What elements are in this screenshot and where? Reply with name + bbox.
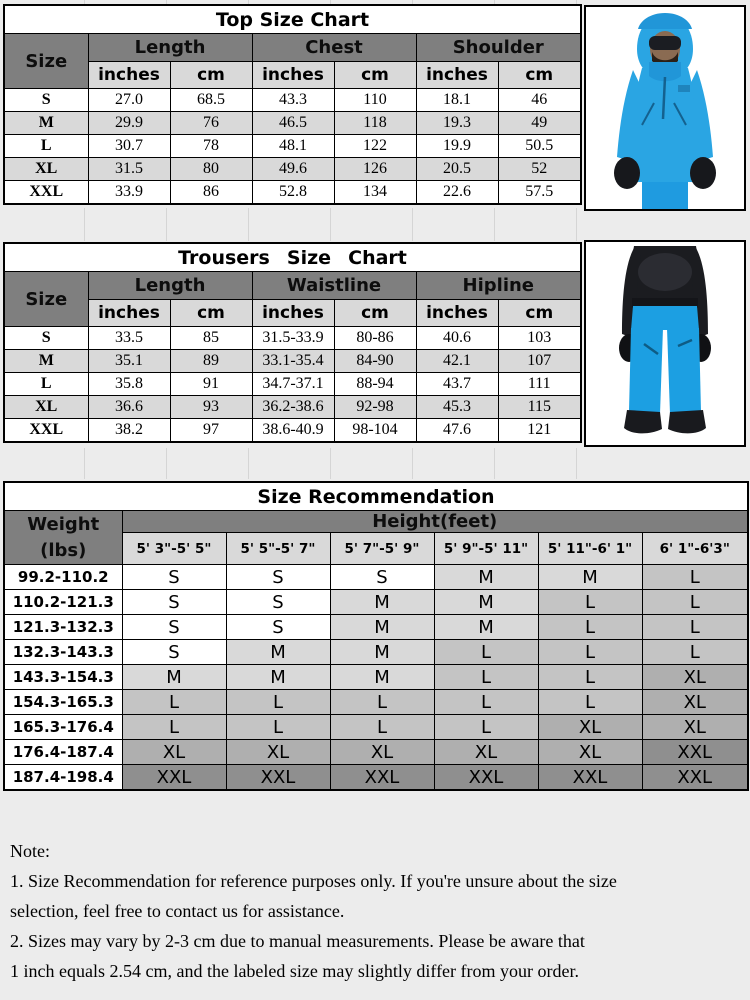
measurement-cell: 27.0	[88, 89, 170, 112]
height-header: Height(feet)	[122, 511, 748, 533]
top-chart-title: Top Size Chart	[4, 5, 581, 34]
measurement-cell: 47.6	[416, 419, 498, 443]
unit-header-inches: inches	[416, 300, 498, 327]
measurement-cell: 48.1	[252, 135, 334, 158]
height-range-header: 5' 5"-5' 7"	[226, 533, 330, 565]
group-header-row	[4, 272, 581, 300]
recommended-size-cell: M	[122, 665, 226, 690]
note-label: Note:	[10, 841, 50, 861]
weight-range-cell: 99.2-110.2	[4, 565, 122, 590]
measurement-cell: 43.3	[252, 89, 334, 112]
recommended-size-cell: S	[330, 565, 434, 590]
recommended-size-cell: M	[226, 640, 330, 665]
measurement-cell: 19.3	[416, 112, 498, 135]
recommended-size-cell: XXL	[642, 740, 748, 765]
recommended-size-cell: L	[330, 690, 434, 715]
recommended-size-cell: L	[538, 590, 642, 615]
unit-header-inches: inches	[252, 62, 334, 89]
group-header-shoulder: Shoulder	[416, 34, 581, 62]
note-line: 1. Size Recommendation for reference purposes only. If you're unsure about the size	[10, 871, 617, 891]
recommended-size-cell: S	[122, 590, 226, 615]
recommended-size-cell: S	[226, 565, 330, 590]
measurement-cell: 50.5	[498, 135, 581, 158]
recommended-size-cell: XXL	[538, 765, 642, 791]
weight-range-cell: 110.2-121.3	[4, 590, 122, 615]
size-label-cell: XXL	[4, 419, 88, 443]
group-header-waistline: Waistline	[252, 272, 416, 300]
measurement-cell: 92-98	[334, 396, 416, 419]
measurement-cell: 33.5	[88, 327, 170, 350]
size-label-cell: XL	[4, 158, 88, 181]
group-header-row	[4, 34, 581, 62]
height-range-header: 5' 9"-5' 11"	[434, 533, 538, 565]
measurement-cell: 36.6	[88, 396, 170, 419]
unit-header-cm: cm	[498, 62, 581, 89]
unit-header-cm: cm	[334, 300, 416, 327]
measurement-cell: 107	[498, 350, 581, 373]
measurement-cell: 78	[170, 135, 252, 158]
recommended-size-cell: S	[226, 590, 330, 615]
size-label-cell: XXL	[4, 181, 88, 205]
measurement-cell: 57.5	[498, 181, 581, 205]
measurement-cell: 33.1-35.4	[252, 350, 334, 373]
gridline-ticks	[3, 448, 581, 479]
trousers-size-row	[4, 327, 581, 350]
top-size-chart-table	[3, 4, 582, 205]
recommended-size-cell: L	[434, 690, 538, 715]
recommended-size-cell: XL	[122, 740, 226, 765]
note-line: selection, feel free to contact us for assistance.	[10, 901, 345, 921]
measurement-cell: 38.2	[88, 419, 170, 443]
measurement-cell: 68.5	[170, 89, 252, 112]
unit-header-inches: inches	[416, 62, 498, 89]
recommended-size-cell: L	[642, 615, 748, 640]
recommended-size-cell: XXL	[642, 765, 748, 791]
size-recommendation-table	[3, 481, 749, 791]
table-title-row	[4, 482, 748, 511]
recommended-size-cell: M	[330, 590, 434, 615]
measurement-cell: 80	[170, 158, 252, 181]
recommended-size-cell: M	[434, 590, 538, 615]
jacket-illustration	[586, 7, 744, 209]
height-header-row	[4, 511, 748, 533]
recommendation-row	[4, 615, 748, 640]
measurement-cell: 103	[498, 327, 581, 350]
recommended-size-cell: M	[330, 665, 434, 690]
top-size-row	[4, 158, 581, 181]
measurement-cell: 31.5	[88, 158, 170, 181]
recommended-size-cell: XL	[330, 740, 434, 765]
recommended-size-cell: L	[226, 715, 330, 740]
size-label-cell: L	[4, 373, 88, 396]
note-section	[10, 836, 744, 986]
measurement-cell: 85	[170, 327, 252, 350]
height-range-header: 6' 1"-6'3"	[642, 533, 748, 565]
unit-header-inches: inches	[88, 62, 170, 89]
height-range-header: 5' 7"-5' 9"	[330, 533, 434, 565]
measurement-cell: 45.3	[416, 396, 498, 419]
measurement-cell: 93	[170, 396, 252, 419]
recommended-size-cell: L	[642, 640, 748, 665]
trousers-size-row	[4, 419, 581, 443]
measurement-cell: 43.7	[416, 373, 498, 396]
measurement-cell: 86	[170, 181, 252, 205]
trousers-size-row	[4, 373, 581, 396]
weight-range-cell: 187.4-198.4	[4, 765, 122, 791]
recommendation-row	[4, 690, 748, 715]
recommended-size-cell: XXL	[226, 765, 330, 791]
top-size-row	[4, 112, 581, 135]
recommended-size-cell: L	[538, 640, 642, 665]
measurement-cell: 80-86	[334, 327, 416, 350]
recommended-size-cell: XXL	[434, 765, 538, 791]
measurement-cell: 22.6	[416, 181, 498, 205]
trousers-size-chart-table	[3, 242, 582, 443]
measurement-cell: 46	[498, 89, 581, 112]
measurement-cell: 111	[498, 373, 581, 396]
top-size-row	[4, 135, 581, 158]
measurement-cell: 122	[334, 135, 416, 158]
measurement-cell: 35.1	[88, 350, 170, 373]
recommended-size-cell: XL	[642, 690, 748, 715]
recommended-size-cell: XL	[226, 740, 330, 765]
measurement-cell: 36.2-38.6	[252, 396, 334, 419]
measurement-cell: 38.6-40.9	[252, 419, 334, 443]
recommendation-row	[4, 715, 748, 740]
recommendation-row	[4, 665, 748, 690]
weight-range-cell: 176.4-187.4	[4, 740, 122, 765]
recommended-size-cell: XXL	[330, 765, 434, 791]
recommended-size-cell: M	[434, 615, 538, 640]
weight-header-unit: (lbs)	[40, 539, 87, 561]
measurement-cell: 89	[170, 350, 252, 373]
size-label-cell: XL	[4, 396, 88, 419]
trousers-size-row	[4, 396, 581, 419]
group-header-hipline: Hipline	[416, 272, 581, 300]
recommended-size-cell: S	[226, 615, 330, 640]
measurement-cell: 126	[334, 158, 416, 181]
size-column-header: Size	[4, 34, 88, 89]
recommended-size-cell: S	[122, 615, 226, 640]
unit-header-row	[4, 62, 581, 89]
jacket-product-image	[584, 5, 746, 211]
recommended-size-cell: L	[434, 640, 538, 665]
recommended-size-cell: L	[642, 590, 748, 615]
table-title-row	[4, 5, 581, 34]
recommended-size-cell: M	[330, 640, 434, 665]
unit-header-row	[4, 300, 581, 327]
weight-range-cell: 121.3-132.3	[4, 615, 122, 640]
weight-header-label: Weight	[27, 513, 100, 535]
unit-header-cm: cm	[334, 62, 416, 89]
recommended-size-cell: L	[538, 690, 642, 715]
recommendation-row	[4, 765, 748, 791]
size-column-header: Size	[4, 272, 88, 327]
measurement-cell: 52	[498, 158, 581, 181]
group-header-chest: Chest	[252, 34, 416, 62]
measurement-cell: 84-90	[334, 350, 416, 373]
top-size-row	[4, 89, 581, 112]
weight-range-cell: 143.3-154.3	[4, 665, 122, 690]
recommended-size-cell: L	[434, 715, 538, 740]
trousers-size-row	[4, 350, 581, 373]
measurement-cell: 34.7-37.1	[252, 373, 334, 396]
gridline-ticks	[3, 208, 581, 241]
height-range-header: 5' 11"-6' 1"	[538, 533, 642, 565]
recommended-size-cell: L	[642, 565, 748, 590]
recommended-size-cell: S	[122, 640, 226, 665]
recommended-size-cell: XL	[642, 715, 748, 740]
recommended-size-cell: XL	[538, 715, 642, 740]
measurement-cell: 31.5-33.9	[252, 327, 334, 350]
recommendation-row	[4, 740, 748, 765]
group-header-length: Length	[88, 272, 252, 300]
recommended-size-cell: L	[434, 665, 538, 690]
recommended-size-cell: L	[330, 715, 434, 740]
measurement-cell: 20.5	[416, 158, 498, 181]
recommended-size-cell: XL	[538, 740, 642, 765]
measurement-cell: 49	[498, 112, 581, 135]
trousers-illustration	[586, 242, 744, 445]
measurement-cell: 18.1	[416, 89, 498, 112]
weight-range-cell: 132.3-143.3	[4, 640, 122, 665]
measurement-cell: 98-104	[334, 419, 416, 443]
measurement-cell: 46.5	[252, 112, 334, 135]
measurement-cell: 19.9	[416, 135, 498, 158]
weight-range-cell: 154.3-165.3	[4, 690, 122, 715]
group-header-length: Length	[88, 34, 252, 62]
recommended-size-cell: M	[226, 665, 330, 690]
measurement-cell: 42.1	[416, 350, 498, 373]
note-line: 2. Sizes may vary by 2-3 cm due to manual measurements. Please be aware that	[10, 931, 585, 951]
size-label-cell: S	[4, 89, 88, 112]
measurement-cell: 118	[334, 112, 416, 135]
measurement-cell: 91	[170, 373, 252, 396]
unit-header-inches: inches	[252, 300, 334, 327]
top-size-row	[4, 181, 581, 205]
recommended-size-cell: XXL	[122, 765, 226, 791]
measurement-cell: 76	[170, 112, 252, 135]
measurement-cell: 115	[498, 396, 581, 419]
unit-header-cm: cm	[170, 62, 252, 89]
size-label-cell: S	[4, 327, 88, 350]
measurement-cell: 134	[334, 181, 416, 205]
recommended-size-cell: L	[122, 715, 226, 740]
recommended-size-cell: M	[330, 615, 434, 640]
size-label-cell: L	[4, 135, 88, 158]
measurement-cell: 121	[498, 419, 581, 443]
recommended-size-cell: XL	[434, 740, 538, 765]
recommended-size-cell: S	[122, 565, 226, 590]
recommended-size-cell: M	[538, 565, 642, 590]
recommended-size-cell: XL	[642, 665, 748, 690]
height-range-header: 5' 3"-5' 5"	[122, 533, 226, 565]
trousers-chart-title: Trousers Size Chart	[4, 243, 581, 272]
measurement-cell: 35.8	[88, 373, 170, 396]
trousers-product-image	[584, 240, 746, 447]
measurement-cell: 29.9	[88, 112, 170, 135]
size-label-cell: M	[4, 350, 88, 373]
measurement-cell: 30.7	[88, 135, 170, 158]
recommendation-row	[4, 590, 748, 615]
unit-header-cm: cm	[170, 300, 252, 327]
measurement-cell: 52.8	[252, 181, 334, 205]
measurement-cell: 88-94	[334, 373, 416, 396]
recommendation-title: Size Recommendation	[4, 482, 748, 511]
recommended-size-cell: L	[122, 690, 226, 715]
measurement-cell: 110	[334, 89, 416, 112]
measurement-cell: 49.6	[252, 158, 334, 181]
measurement-cell: 97	[170, 419, 252, 443]
weight-column-header	[4, 511, 122, 565]
recommended-size-cell: M	[434, 565, 538, 590]
table-title-row	[4, 243, 581, 272]
recommendation-row	[4, 565, 748, 590]
note-line: 1 inch equals 2.54 cm, and the labeled size may slightly differ from your order.	[10, 961, 580, 981]
recommended-size-cell: L	[538, 615, 642, 640]
unit-header-cm: cm	[498, 300, 581, 327]
measurement-cell: 33.9	[88, 181, 170, 205]
size-label-cell: M	[4, 112, 88, 135]
recommendation-row	[4, 640, 748, 665]
measurement-cell: 40.6	[416, 327, 498, 350]
recommended-size-cell: L	[538, 665, 642, 690]
recommended-size-cell: L	[226, 690, 330, 715]
unit-header-inches: inches	[88, 300, 170, 327]
weight-range-cell: 165.3-176.4	[4, 715, 122, 740]
